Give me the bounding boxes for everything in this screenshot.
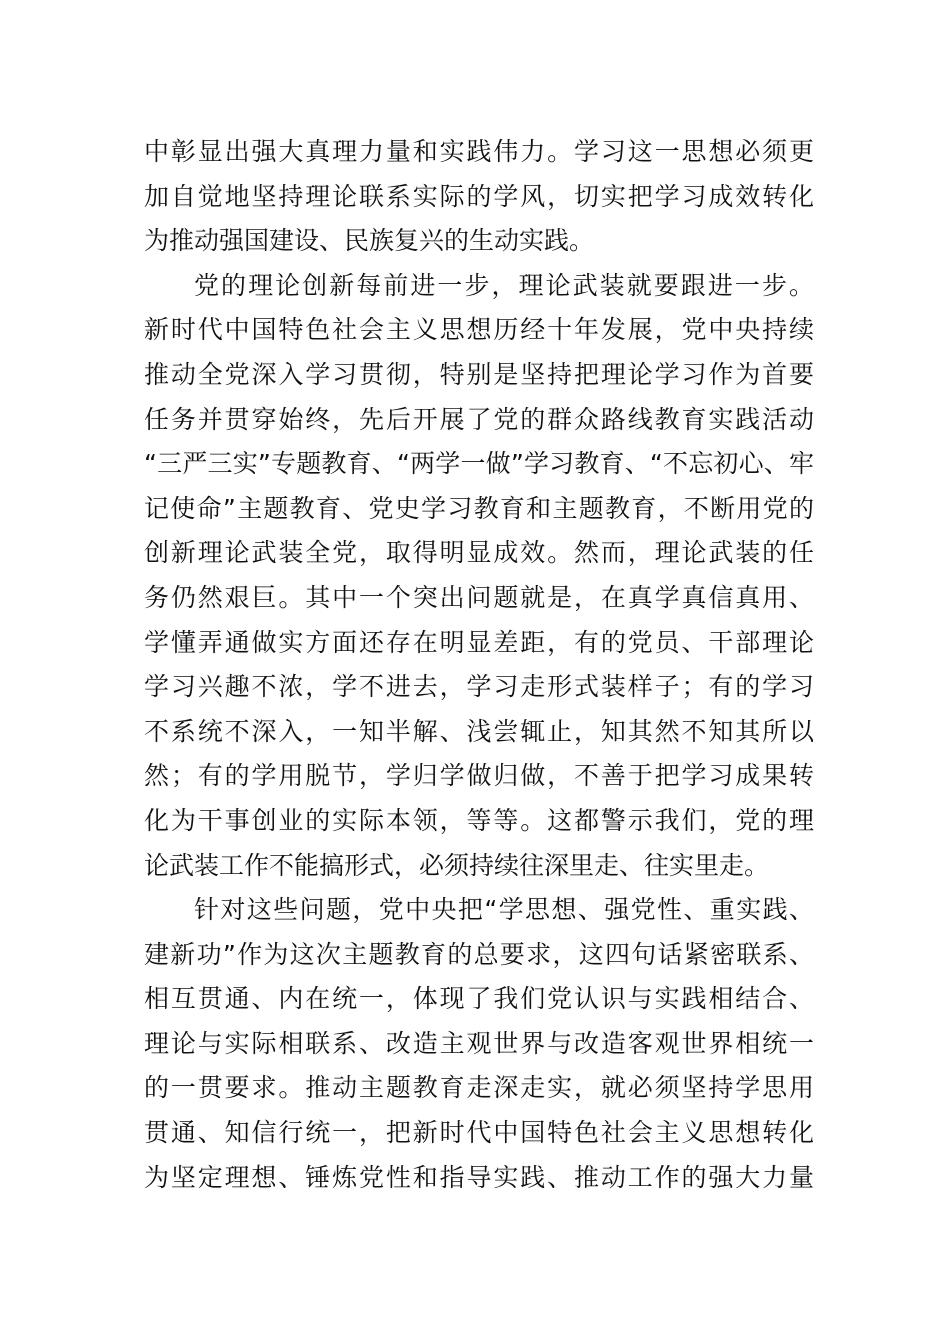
paragraph xyxy=(144,888,814,1200)
text-line: 任务并贯穿始终，先后开展了党的群众路线教育实践活动 xyxy=(144,404,814,434)
text-line: 为坚定理想、锤炼党性和指导实践、推动工作的强大力量 xyxy=(144,1162,814,1192)
text-line: 党的理论创新每前进一步，理论武装就要跟进一步。 xyxy=(194,270,814,300)
text-line: 学习兴趣不浓，学不进去，学习走形式装样子；有的学习 xyxy=(144,672,814,702)
text-line: 中彰显出强大真理力量和实践伟力。学习这一思想必须更 xyxy=(144,137,814,166)
text-line: 建新功”作为这次主题教育的总要求，这四句话紧密联系、 xyxy=(144,939,814,969)
text-line: 针对这些问题，党中央把“学思想、强党性、重实践、 xyxy=(194,895,814,925)
text-line: 创新理论武装全党，取得明显成效。然而，理论武装的任 xyxy=(144,538,814,568)
text-line: 为推动强国建设、民族复兴的生动实践。 xyxy=(144,226,595,256)
text-line: 论武装工作不能搞形式，必须持续往深里走、往实里走。 xyxy=(144,850,770,880)
text-line: 相互贯通、内在统一，体现了我们党认识与实践相结合、 xyxy=(144,984,814,1014)
text-line: 化为干事创业的实际本领，等等。这都警示我们，党的理 xyxy=(144,805,814,835)
text-line: 推动全党深入学习贯彻，特别是坚持把理论学习作为首要 xyxy=(144,359,814,389)
text-line: 贯通、知信行统一，把新时代中国特色社会主义思想转化 xyxy=(144,1118,814,1148)
text-line: 加自觉地坚持理论联系实际的学风，切实把学习成效转化 xyxy=(144,181,814,211)
text-line: “三严三实”专题教育、“两学一做”学习教育、“不忘初心、牢 xyxy=(144,449,814,479)
text-line: 新时代中国特色社会主义思想历经十年发展，党中央持续 xyxy=(144,315,814,345)
paragraph xyxy=(144,130,814,264)
text-line: 理论与实际相联系、改造主观世界与改造客观世界相统一 xyxy=(144,1028,814,1058)
paragraph xyxy=(144,264,814,888)
text-line: 务仍然艰巨。其中一个突出问题就是，在真学真信真用、 xyxy=(144,582,814,612)
body-text xyxy=(144,130,814,1200)
text-line: 记使命”主题教育、党史学习教育和主题教育，不断用党的 xyxy=(144,493,814,523)
text-line: 的一贯要求。推动主题教育走深走实，就必须坚持学思用 xyxy=(144,1073,814,1103)
text-line: 学懂弄通做实方面还存在明显差距，有的党员、干部理论 xyxy=(144,627,814,657)
text-line: 然；有的学用脱节，学归学做归做，不善于把学习成果转 xyxy=(144,761,814,791)
text-line: 不系统不深入，一知半解、浅尝辄止，知其然不知其所以 xyxy=(144,716,814,746)
